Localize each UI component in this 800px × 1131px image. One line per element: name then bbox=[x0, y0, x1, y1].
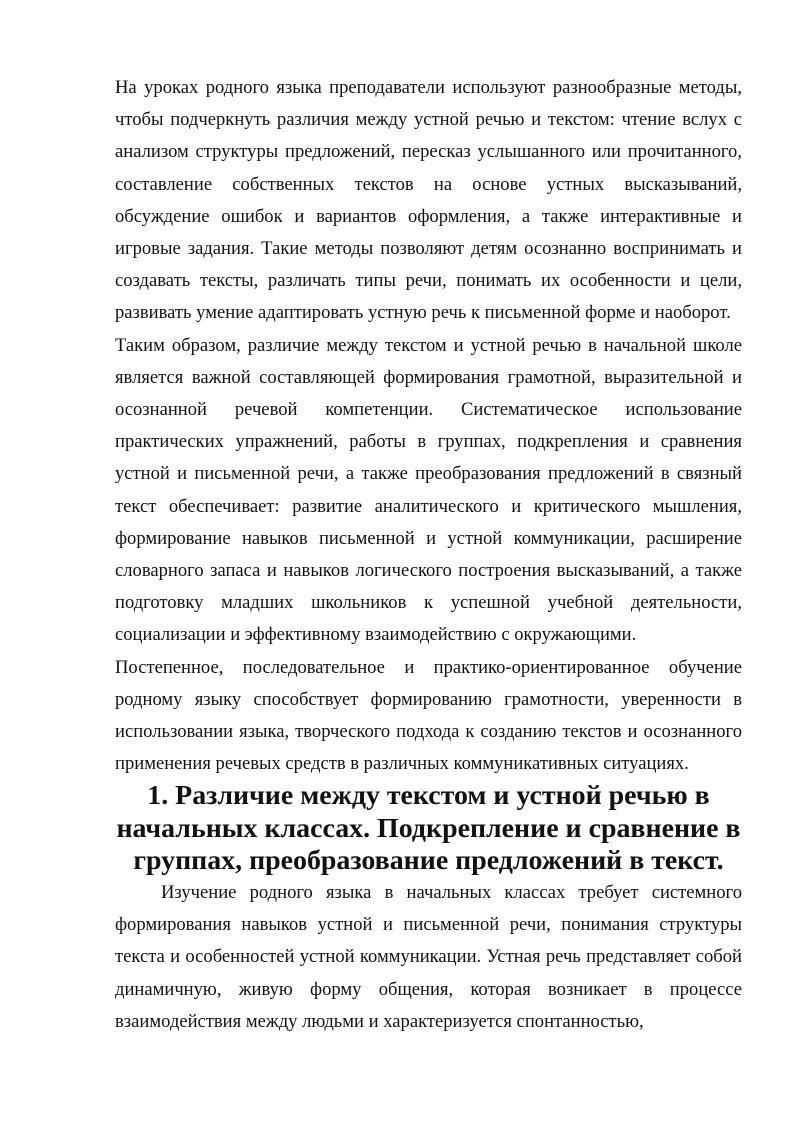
paragraph-gradual-learning: Постепенное, последовательное и практико-ориентированное обучение родному языку способствует формированию грамотности, уверенности в использовании языка, творческого подхода к созданию текстов и осознанного применения речевых средств в различных коммуникативных ситуациях. bbox=[115, 656, 742, 775]
section-heading: 1. Различие между текстом и устной речью в начальных классах. Подкрепление и сравнение в группах, преобразование предложений в текст. bbox=[116, 780, 741, 876]
paragraph-conclusion: Таким образом, различие между текстом и устной речью в начальной школе является важной составляющей формирования грамотной, выразительной и осознанной речевой компетенции. Систематическое использование практических упражнений, работы в группах, подкрепления и сравнения устной и письменной речи, а также преобразования предложений в связный текст обеспечивает: развитие аналитического и критического мышления, формирование навыков письменной и устной коммуникации, расширение словарного запаса и навыков логического построения высказываний, а также подготовку младших школьников к успешной учебной деятельности, социализации и эффективному взаимодействию с окружающими. bbox=[115, 334, 742, 646]
paragraph-methods: На уроках родного языка преподаватели используют разнообразные методы, чтобы подчеркнуть различия между устной речью и текстом: чтение вслух с анализом структуры предложений, пересказ услышанного или прочитанного, составление собственных текстов на основе устных высказываний, обсуждение ошибок и вариантов оформления, а также интерактивные и игровые задания. Такие методы позволяют детям осознанно воспринимать и создавать тексты, различать типы речи, понимать их особенности и цели, развивать умение адаптировать устную речь к письменной форме и наоборот. bbox=[115, 77, 742, 324]
document-body bbox=[115, 72, 742, 1038]
paragraph-introduction: Изучение родного языка в начальных классах требует системного формирования навыков устной и письменной речи, понимания структуры текста и особенностей устной коммуникации. Устная речь представляет собой динамичную, живую форму общения, которая возникает в процессе взаимодействия между людьми и характеризуется спонтанностью, bbox=[115, 882, 742, 1032]
